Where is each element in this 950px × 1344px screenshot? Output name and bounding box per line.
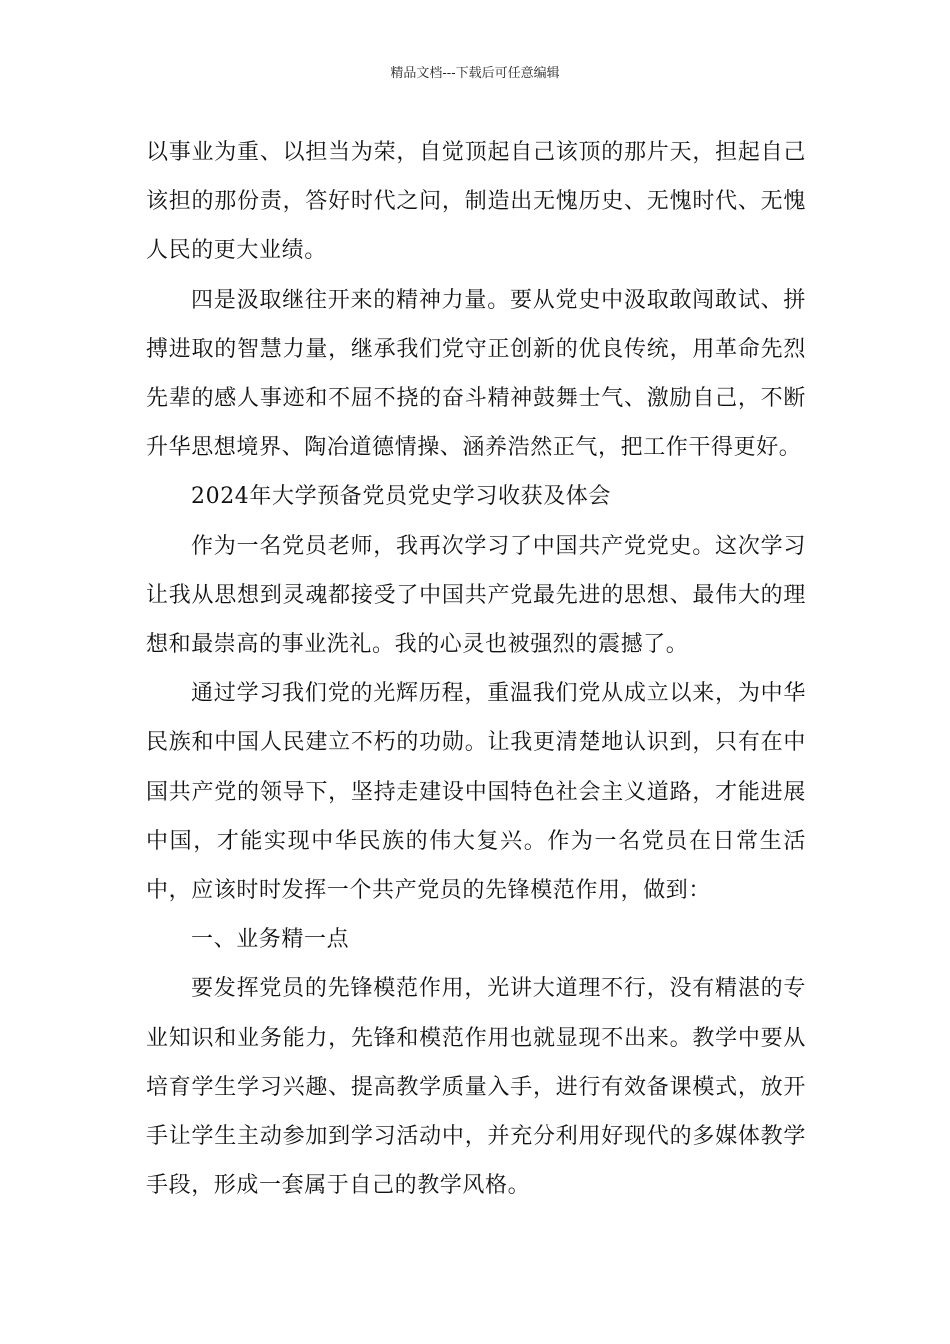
section-title: 2024年大学预备党员党史学习收获及体会 xyxy=(191,484,611,510)
paragraph-history: 通过学习我们党的光辉历程，重温我们党从成立以来，为中华民族和中国人民建立不朽的功勋。让我更清楚地认识到，只有在中国共产党的领导下，坚持走建设中国特色社会主义道路，才能进展中国，才能实现中华民族的伟大复兴。作为一名党员在日常生活中，应该时时发挥一个共产党员的先锋模范作用，做到： xyxy=(146,681,806,904)
paragraph-intro: 作为一名党员老师，我再次学习了中国共产党党史。这次学习让我从思想到灵魂都接受了中国共产党最先进的思想、最伟大的理想和最崇高的事业洗礼。我的心灵也被强烈的震撼了。 xyxy=(146,533,806,658)
document-body xyxy=(146,128,806,1210)
subheading-business: 一、业务精一点 xyxy=(191,927,350,953)
paragraph-business: 要发挥党员的先锋模范作用，光讲大道理不行，没有精湛的专业知识和业务能力，先锋和模范作用也就显现不出来。教学中要从培育学生学习兴趣、提高教学质量入手，进行有效备课模式，放开手让学生主动参加到学习活动中，并充分利用好现代的多媒体教学手段，形成一套属于自己的教学风格。 xyxy=(146,976,806,1199)
paragraph-continuation: 以事业为重、以担当为荣，自觉顶起自己该顶的那片天，担起自己该担的那份责，答好时代之问，制造出无愧历史、无愧时代、无愧人民的更大业绩。 xyxy=(146,140,806,264)
paragraph-point-four: 四是汲取继往开来的精神力量。要从党史中汲取敢闯敢试、拼搏进取的智慧力量，继承我们党守正创新的优良传统，用革命先烈先辈的感人事迹和不屈不挠的奋斗精神鼓舞士气、激励自己，不断升华思想境界、陶冶道德情操、涵养浩然正气，把工作干得更好。 xyxy=(146,287,806,461)
page-header: 精品文档---下载后可任意编辑 xyxy=(390,66,560,81)
